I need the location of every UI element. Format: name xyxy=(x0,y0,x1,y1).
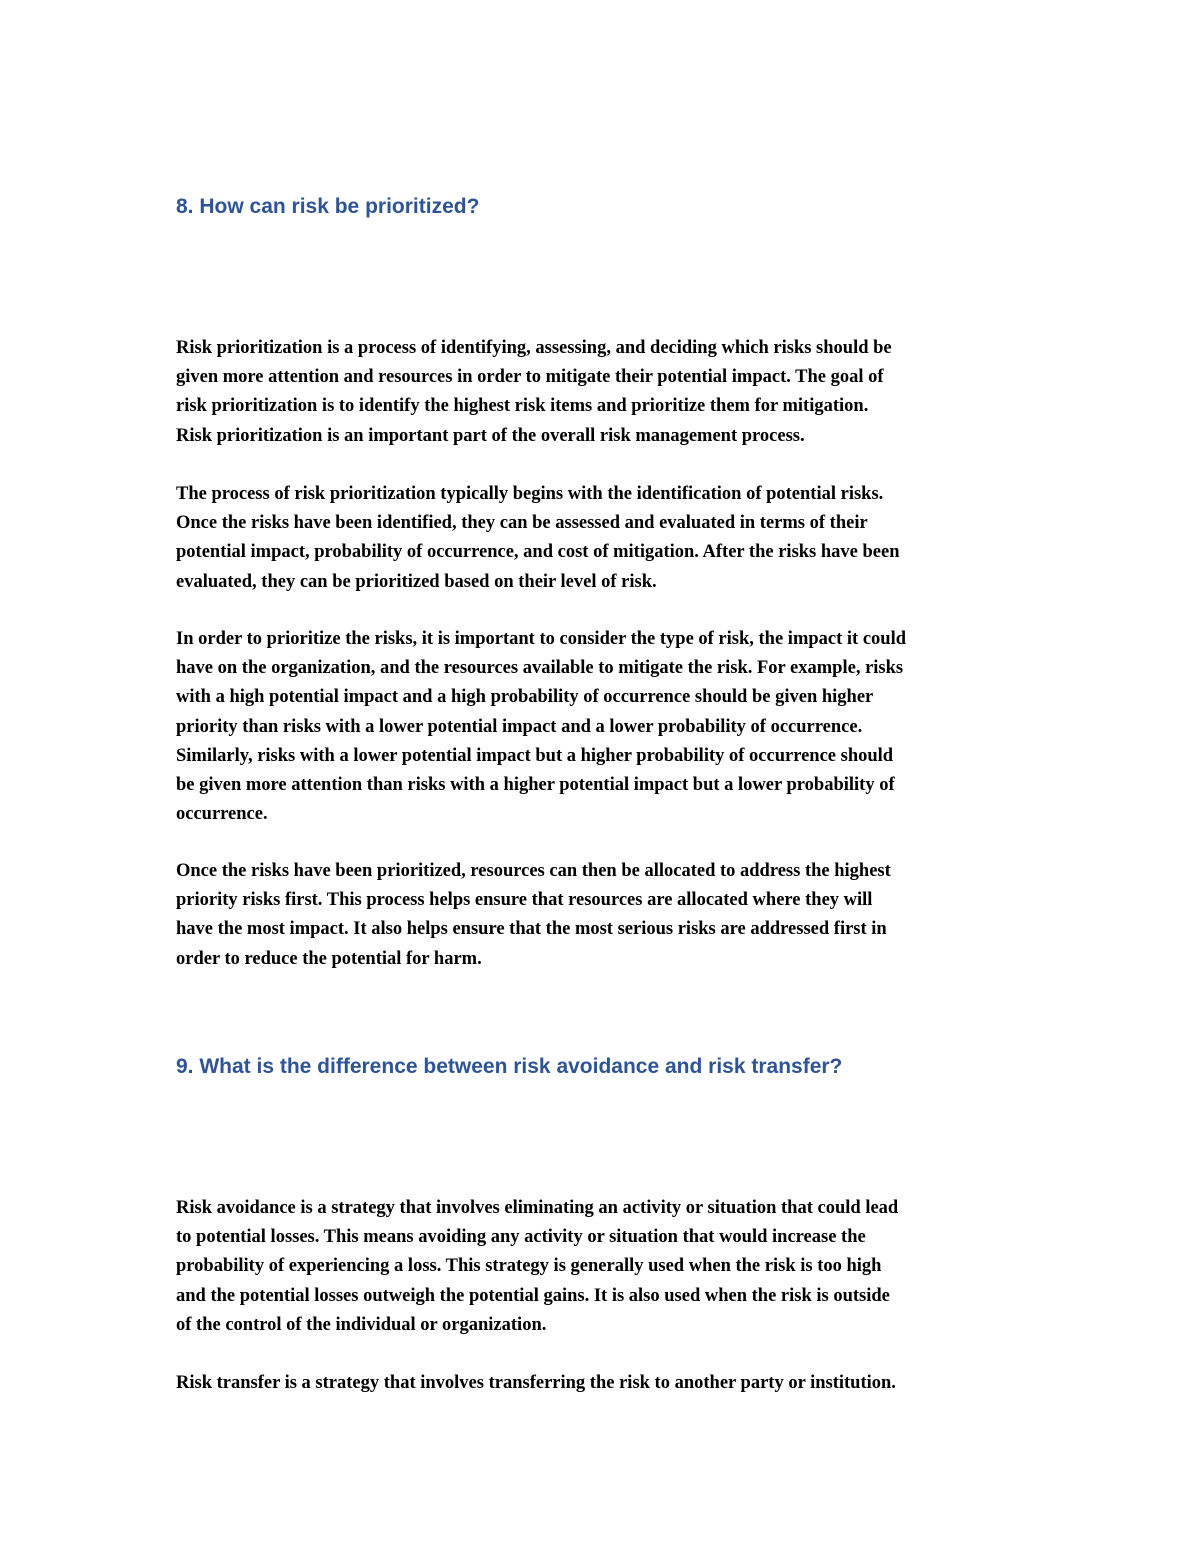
text-line: of the control of the individual or organization. xyxy=(176,1314,547,1335)
text-line: Risk transfer is a strategy that involves transferring the risk to another party or institution. xyxy=(176,1373,896,1393)
text-line: and the potential losses outweigh the potential gains. It is also used when the risk is outside xyxy=(176,1285,890,1306)
section-9-paragraph-1 xyxy=(176,1194,1036,1340)
text-line: be given more attention than risks with a higher potential impact but a lower probability of xyxy=(176,775,895,796)
text-line: have the most impact. It also helps ensure that the most serious risks are addressed first in xyxy=(176,919,887,940)
section-8-paragraph-1 xyxy=(176,334,1036,451)
text-line: evaluated, they can be prioritized based on their level of risk. xyxy=(176,571,657,592)
section-8-paragraph-3 xyxy=(176,625,1036,829)
text-line: potential impact, probability of occurrence, and cost of mitigation. After the risks have been xyxy=(176,542,900,563)
text-line: priority risks first. This process helps ensure that resources are allocated where they will xyxy=(176,890,873,911)
text-line: occurrence. xyxy=(176,804,268,825)
text-line: Risk prioritization is an important part of the overall risk management process. xyxy=(176,425,805,446)
text-line: Risk prioritization is a process of identifying, assessing, and deciding which risks should be xyxy=(176,338,892,358)
text-line: Risk avoidance is a strategy that involves eliminating an activity or situation that could lead xyxy=(176,1198,899,1218)
text-line: Once the risks have been prioritized, resources can then be allocated to address the highest xyxy=(176,861,891,881)
text-line: priority than risks with a lower potential impact and a lower probability of occurrence. xyxy=(176,716,863,737)
section-9-paragraph-2 xyxy=(176,1369,1036,1398)
text-line: risk prioritization is to identify the highest risk items and prioritize them for mitigation. xyxy=(176,396,869,417)
text-line: to potential losses. This means avoiding any activity or situation that would increase the xyxy=(176,1227,866,1248)
text-line: order to reduce the potential for harm. xyxy=(176,948,482,969)
text-line: In order to prioritize the risks, it is important to consider the type of risk, the impact it could xyxy=(176,629,907,649)
text-line: with a high potential impact and a high probability of occurrence should be given higher xyxy=(176,687,874,708)
text-line: given more attention and resources in order to mitigate their potential impact. The goal of xyxy=(176,367,884,388)
section-8-paragraph-2 xyxy=(176,480,1036,597)
section-9-heading: 9. What is the difference between risk avoidance and risk transfer? xyxy=(176,1055,843,1078)
text-line: Similarly, risks with a lower potential impact but a higher probability of occurrence should xyxy=(176,745,894,766)
text-line: The process of risk prioritization typically begins with the identification of potential risks. xyxy=(176,484,884,504)
section-8-paragraph-4 xyxy=(176,857,1036,974)
section-8-heading: 8. How can risk be prioritized? xyxy=(176,195,480,218)
text-line: probability of experiencing a loss. This strategy is generally used when the risk is too high xyxy=(176,1256,882,1277)
text-line: Once the risks have been identified, they can be assessed and evaluated in terms of their xyxy=(176,513,868,534)
text-line: have on the organization, and the resources available to mitigate the risk. For example, risks xyxy=(176,658,904,679)
